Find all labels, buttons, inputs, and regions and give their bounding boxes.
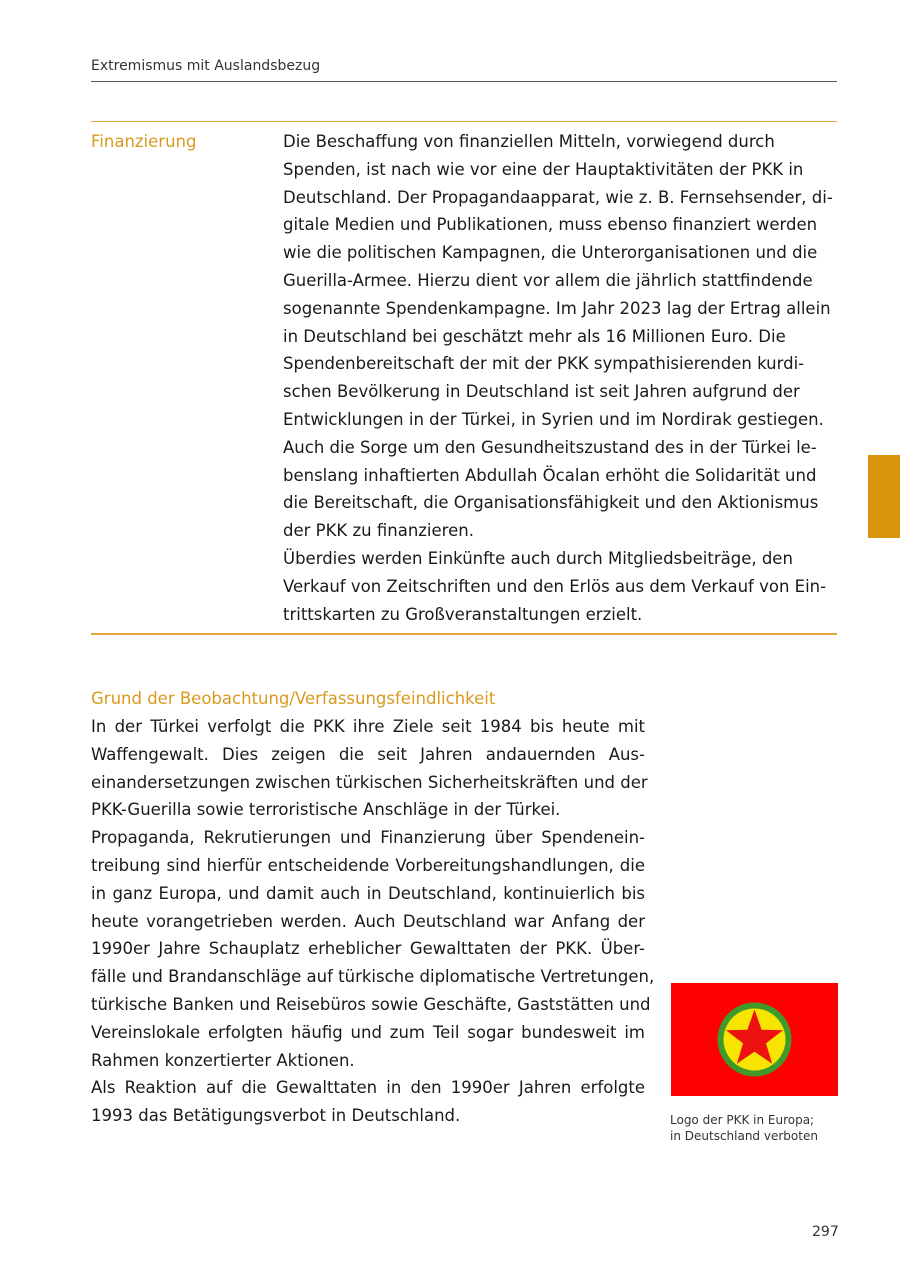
section-line: PKK-Guerilla sowie terroristische Anschläge in der Türkei.: [91, 800, 561, 820]
financing-line: gitale Medien und Publikationen, muss ebenso finanziert werden: [283, 215, 818, 235]
financing-line: benslang inhaftierten Abdullah Öcalan erhöht die Solidarität und: [283, 465, 817, 485]
financing-line: Entwicklungen in der Türkei, in Syrien und im Nordirak gestiegen.: [283, 409, 824, 429]
financing-line: Die Beschaffung von finanziellen Mitteln, vorwiegend durch: [283, 132, 775, 151]
financing-line: Spenden, ist nach wie vor eine der Hauptaktivitäten der PKK in: [283, 159, 804, 179]
section-line: Waffengewalt. Dies zeigen die seit Jahren andauernden Aus-: [91, 744, 645, 764]
section-line: treibung sind hierfür entscheidende Vorbereitungshandlungen, die: [91, 855, 645, 875]
chapter-side-tab: [868, 455, 900, 538]
section-line: 1993 das Betätigungsverbot in Deutschland.: [91, 1106, 461, 1126]
running-header: Extremismus mit Auslandsbezug: [91, 58, 321, 74]
section-line: Vereinslokale erfolgten häufig und zum Teil sogar bundesweit im: [91, 1022, 645, 1042]
financing-line: der PKK zu finanzieren.: [283, 521, 474, 541]
caption-line-1: Logo der PKK in Europa;: [670, 1113, 815, 1127]
section-heading: Grund der Beobachtung/Verfassungsfeindlichkeit: [91, 689, 496, 708]
section-line: einandersetzungen zwischen türkischen Sicherheitskräften und der: [91, 772, 648, 792]
financing-text: [283, 128, 835, 628]
section-line: in ganz Europa, und damit auch in Deutschland, kontinuierlich bis: [91, 883, 645, 903]
figure-caption: [670, 1112, 818, 1144]
financing-line: wie die politischen Kampagnen, die Unterorganisationen und die: [283, 243, 818, 263]
section-line: heute vorangetrieben werden. Auch Deutschland war Anfang der: [91, 911, 645, 931]
section-line: Rahmen konzertierter Aktionen.: [91, 1050, 355, 1070]
section-line: fälle und Brandanschläge auf türkische diplomatische Vertretungen,: [91, 967, 655, 987]
page-number: 297: [812, 1224, 839, 1240]
pkk-flag-emblem: [671, 983, 838, 1096]
caption-line-2: in Deutschland verboten: [670, 1129, 818, 1143]
financing-line: sogenannte Spendenkampagne. Im Jahr 2023 lag der Ertrag allein: [283, 298, 831, 318]
section-line: Propaganda, Rekrutierungen und Finanzierung über Spendenein-: [91, 828, 645, 848]
financing-line: Deutschland. Der Propagandaapparat, wie z. B. Fernsehsender, di-: [283, 187, 833, 207]
financing-label: Finanzierung: [91, 132, 197, 151]
financing-line: Überdies werden Einkünfte auch durch Mitgliedsbeiträge, den: [283, 548, 793, 568]
financing-top-rule: [91, 121, 837, 122]
financing-bottom-rule: [91, 633, 837, 635]
financing-line: schen Bevölkerung in Deutschland ist seit Jahren aufgrund der: [283, 382, 800, 402]
section-body: [91, 713, 655, 1130]
financing-line: Verkauf von Zeitschriften und den Erlös aus dem Verkauf von Ein-: [283, 576, 827, 596]
financing-line: Spendenbereitschaft der mit der PKK sympathisierenden kurdi-: [283, 354, 805, 374]
section-line: türkische Banken und Reisebüros sowie Geschäfte, Gaststätten und: [91, 994, 651, 1014]
financing-line: die Bereitschaft, die Organisationsfähigkeit und den Aktionismus: [283, 493, 819, 513]
financing-line: Auch die Sorge um den Gesundheitszustand des in der Türkei le-: [283, 437, 817, 457]
header-rule: [91, 81, 837, 82]
pkk-flag-image: [671, 983, 838, 1096]
financing-line: in Deutschland bei geschätzt mehr als 16 Millionen Euro. Die: [283, 326, 786, 346]
financing-line: Guerilla-Armee. Hierzu dient vor allem die jährlich stattfindende: [283, 270, 813, 290]
section-line: In der Türkei verfolgt die PKK ihre Ziele seit 1984 bis heute mit: [91, 717, 645, 736]
financing-line: trittskarten zu Großveranstaltungen erzielt.: [283, 604, 643, 624]
section-line: Als Reaktion auf die Gewalttaten in den 1990er Jahren erfolgte: [91, 1078, 645, 1098]
section-line: 1990er Jahre Schauplatz erheblicher Gewalttaten der PKK. Über-: [91, 939, 645, 959]
